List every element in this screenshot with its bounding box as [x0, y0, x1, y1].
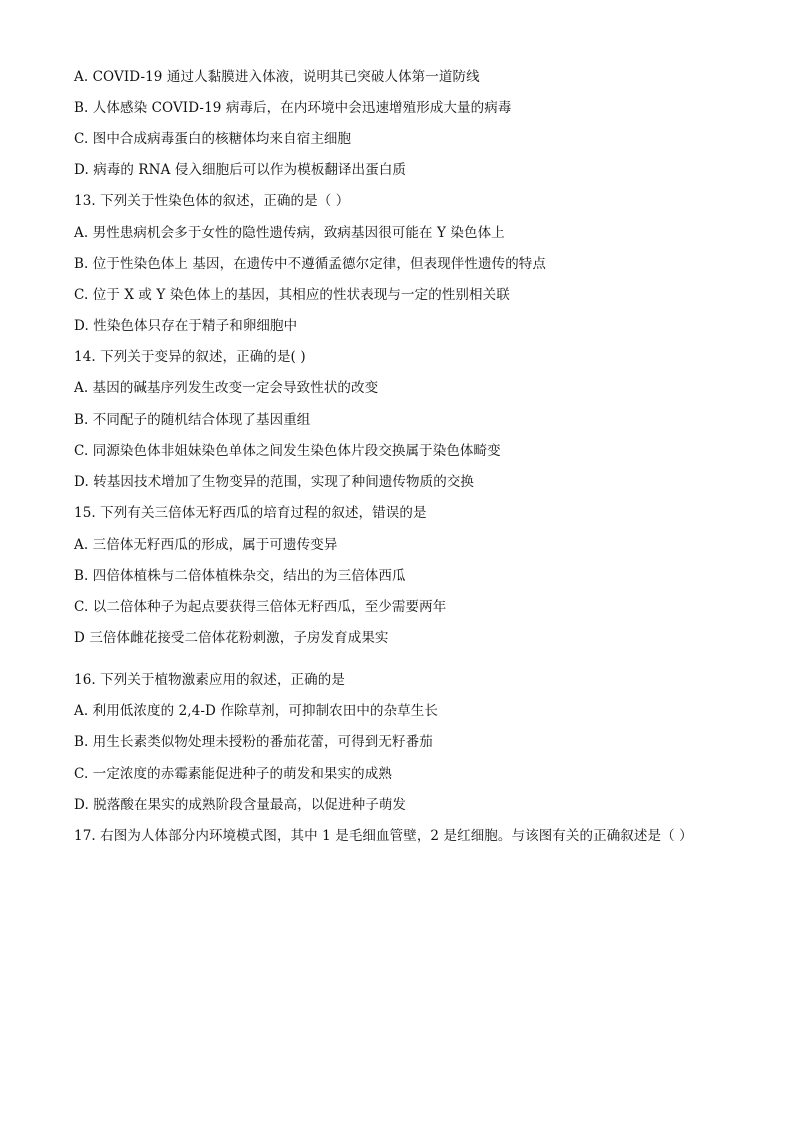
q16-option-c: C. 一定浓度的赤霉素能促进种子的萌发和果实的成熟 — [74, 766, 392, 782]
q14-option-d: D. 转基因技术增加了生物变异的范围，实现了种间遗传物质的交换 — [74, 474, 475, 490]
q13-option-c: C. 位于 X 或 Y 染色体上的基因，其相应的性状表现与一定的性别相关联 — [74, 287, 510, 303]
q14-option-c: C. 同源染色体非姐妹染色单体之间发生染色体片段交换属于染色体畸变 — [74, 443, 501, 459]
question-13: 13. 下列关于性染色体的叙述，正确的是（ ） — [74, 193, 350, 209]
q16-option-a: A. 利用低浓度的 2,4-D 作除草剂，可抑制农田中的杂草生长 — [74, 703, 438, 719]
q15-option-d: D 三倍体雌花接受二倍体花粉刺激，子房发育成果实 — [74, 630, 389, 646]
option-d-line: D. 病毒的 RNA 侵入细胞后可以作为模板翻译出蛋白质 — [74, 162, 407, 178]
q15-option-b: B. 四倍体植株与二倍体植株杂交，结出的为三倍体西瓜 — [74, 568, 406, 584]
q13-option-b: B. 位于性染色体上 基因，在遗传中不遵循孟德尔定律，但表现伴性遗传的特点 — [74, 256, 546, 272]
option-b-line: B. 人体感染 COVID-19 病毒后，在内环境中会迅速增殖形成大量的病毒 — [74, 100, 512, 116]
q14-option-b: B. 不同配子的随机结合体现了基因重组 — [74, 412, 311, 428]
question-16: 16. 下列关于植物激素应用的叙述，正确的是 — [74, 672, 345, 688]
option-c-line: C. 图中合成病毒蛋白的核糖体均来自宿主细胞 — [74, 131, 352, 147]
q14-option-a: A. 基因的碱基序列发生改变一定会导致性状的改变 — [74, 380, 379, 396]
question-14: 14. 下列关于变异的叙述，正确的是( ) — [74, 349, 306, 365]
q16-option-d: D. 脱落酸在果实的成熟阶段含量最高，以促进种子萌发 — [74, 797, 407, 813]
q15-option-c: C. 以二倍体种子为起点要获得三倍体无籽西瓜，至少需要两年 — [74, 599, 447, 615]
q16-option-b: B. 用生长素类似物处理未授粉的番茄花蕾，可得到无籽番茄 — [74, 734, 433, 750]
question-17: 17. 右图为人体部分内环境模式图，其中 1 是毛细血管壁，2 是红细胞。与该图有关的正确叙述是（ ） — [74, 828, 693, 844]
question-15: 15. 下列有关三倍体无籽西瓜的培育过程的叙述，错误的是 — [74, 505, 427, 521]
q15-option-a: A. 三倍体无籽西瓜的形成，属于可遗传变异 — [74, 537, 338, 553]
q13-option-d: D. 性染色体只存在于精子和卵细胞中 — [74, 318, 298, 334]
option-a-line: A. COVID-19 通过人黏膜进入体液，说明其已突破人体第一道防线 — [74, 69, 480, 85]
q13-option-a: A. 男性患病机会多于女性的隐性遗传病，致病基因很可能在 Y 染色体上 — [74, 225, 505, 241]
